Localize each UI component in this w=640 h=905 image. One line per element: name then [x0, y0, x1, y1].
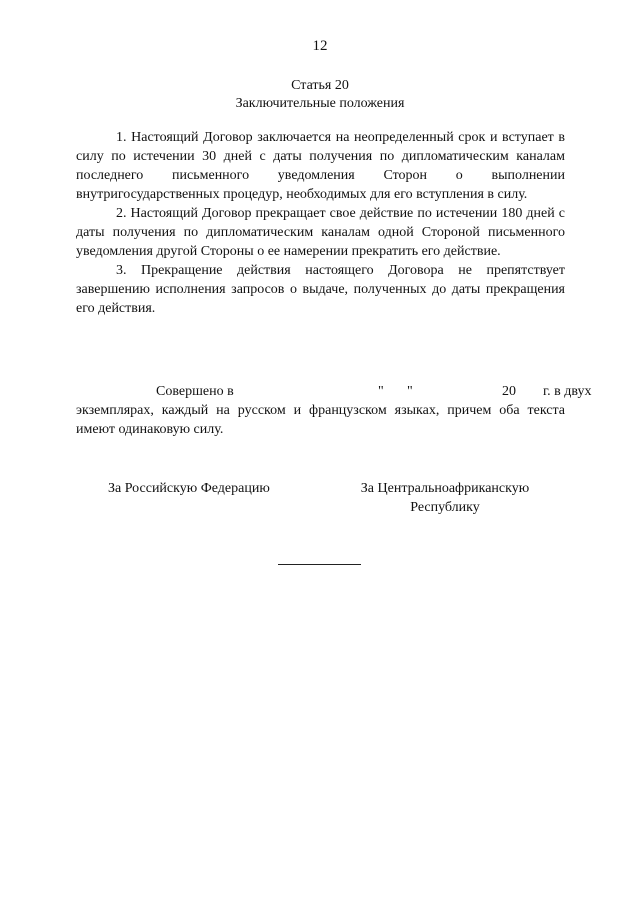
signing-first-line: [76, 382, 592, 401]
paragraph-1: 1. Настоящий Договор заключается на неопределенный срок и вступает в силу по истечении 30 дней с даты получения по дипломатическим каналам последнего письменного уведомления Сторон о выполнении внутригосударственных процедур, необходимых для его вступления в силу.: [76, 130, 565, 202]
article-label: Статья 20: [291, 78, 349, 93]
paragraph-2: 2. Настоящий Договор прекращает свое действие по истечении 180 дней с даты получения по дипломатическим каналам одной Стороной письменного уведомления другой Стороны о ее намерении прекратить его действие.: [76, 206, 565, 259]
signing-tail: г. в двух: [543, 384, 592, 399]
signatory-russia: За Российскую Федерацию: [108, 481, 270, 496]
signing-quote-open: ": [378, 384, 384, 399]
article-heading: [0, 77, 640, 113]
article-body: [76, 128, 565, 318]
signing-clause: [76, 382, 592, 439]
paragraph-3: 3. Прекращение действия настоящего Договора не препятствует завершению исполнения запросов о выдаче, полученных до даты прекращения его действия.: [76, 263, 565, 316]
article-title: Заключительные положения: [235, 96, 405, 111]
signatory-car-line2: Республику: [410, 500, 480, 515]
signing-continuation: экземплярах, каждый на русском и французском языках, причем оба текста имеют одинаковую силу.: [76, 403, 565, 437]
signing-done-in: Совершено в: [156, 384, 234, 399]
signing-year-prefix: 20: [502, 384, 516, 399]
signatory-car: [353, 479, 537, 517]
page-number: 12: [312, 38, 328, 54]
signatory-car-line1: За Центральноафриканскую: [360, 481, 530, 496]
end-divider: [278, 564, 361, 565]
signing-quote-close: ": [407, 384, 413, 399]
